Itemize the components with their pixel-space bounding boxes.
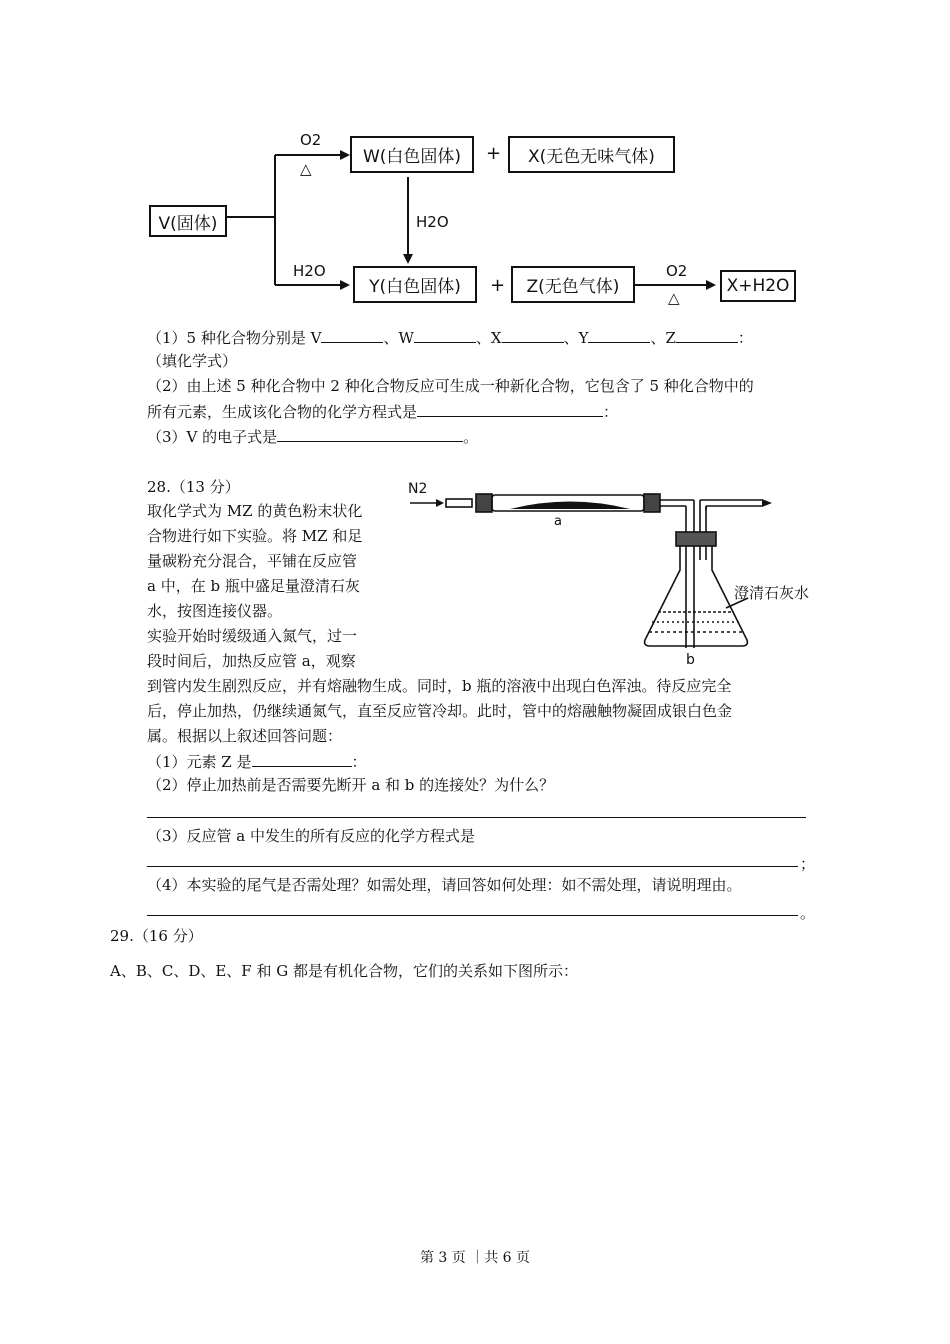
- z-box: Z(无色气体): [511, 266, 635, 303]
- q27-part1: （1）5 种化合物分别是 V 、W 、X 、Y 、Z ：: [147, 329, 753, 347]
- q28-text-1: 取化学式为 MZ 的黄色粉末状化: [147, 502, 363, 520]
- v-box: V(固体): [149, 205, 227, 237]
- tube-a-label: a: [554, 514, 562, 529]
- delta-label-top: △: [300, 160, 312, 178]
- q27-part2: （2）由上述 5 种化合物中 2 种化合物反应可生成一种新化合物，它包含了 5 种化合物中的: [147, 377, 754, 395]
- answer-line-part4[interactable]: [147, 915, 798, 916]
- o2-label-lower: O2: [666, 262, 688, 280]
- flow-arrows: [140, 125, 820, 310]
- q28-text-6: 实验开始时缓级通入氮气，过一: [147, 627, 358, 645]
- x-box: X(无色无味气体): [508, 136, 675, 173]
- answer-blank-z[interactable]: [676, 327, 738, 343]
- q28-text-4: a 中，在 b 瓶中盛足量澄清石灰: [147, 577, 360, 595]
- q28-header: 28.（13 分）: [147, 478, 240, 496]
- o2-label-top: O2: [300, 131, 322, 149]
- q28-part1: （1）元素 Z 是 ：: [147, 753, 367, 771]
- q28-text-9: 后，停止加热，仍继续通氮气，直至反应管冷却。此时，管中的熔融触物凝固成银白色金: [147, 702, 733, 720]
- h2o-label-vertical: H2O: [416, 213, 449, 231]
- y-box: Y(白色固体): [353, 266, 477, 303]
- delta-label-lower: △: [668, 289, 680, 307]
- q28-part4: （4）本实验的尾气是否需处理？如需处理，请回答如何处理：如不需处理，请说明理由。: [147, 876, 742, 894]
- n2-label: N2: [408, 481, 428, 497]
- answer-line-part3[interactable]: [147, 866, 798, 867]
- plus-sign-2: +: [490, 275, 506, 296]
- q29-header: 29.（16 分）: [110, 927, 203, 945]
- answer-blank-y[interactable]: [588, 327, 650, 343]
- flask-b-label: b: [686, 652, 695, 668]
- plus-sign-1: +: [486, 143, 502, 164]
- limewater-label: 澄清石灰水: [734, 584, 810, 602]
- q28-part3-end: ；: [800, 855, 816, 873]
- h2o-label-lower: H2O: [293, 262, 326, 280]
- answer-blank-x[interactable]: [502, 327, 564, 343]
- q28-part2: （2）停止加热前是否需要先断开 a 和 b 的连接处？为什么？: [147, 776, 555, 794]
- answer-blank-electron-formula[interactable]: [277, 426, 463, 442]
- answer-line-part2[interactable]: [147, 817, 806, 818]
- q28-part3: （3）反应管 a 中发生的所有反应的化学方程式是: [147, 827, 476, 845]
- q28-text-10: 属。根据以上叙述回答问题：: [147, 727, 343, 745]
- answer-blank-equation[interactable]: [417, 401, 603, 417]
- w-box: W(白色固体): [350, 136, 474, 173]
- q28-text-7: 段时间后，加热反应管 a，观察: [147, 652, 356, 670]
- q27-part3: （3）V 的电子式是 。: [147, 428, 479, 446]
- q28-text-5: 水，按图连接仪器。: [147, 602, 283, 620]
- q28-part4-end: 。: [800, 904, 816, 922]
- q27-part1-note: （填化学式）: [147, 352, 238, 370]
- apparatus-drawing: [400, 470, 830, 670]
- q28-text-8: 到管内发生剧烈反应，并有熔融物生成。同时，b 瓶的溶液中出现白色浑浊。待反应完全: [147, 677, 732, 695]
- final-product-box: X+H2O: [720, 270, 796, 302]
- answer-blank-v[interactable]: [321, 327, 383, 343]
- answer-blank-w[interactable]: [414, 327, 476, 343]
- q28-text-3: 量碳粉充分混合，平铺在反应管: [147, 552, 358, 570]
- q27-part2-cont: 所有元素，生成该化合物的化学方程式是 ：: [147, 403, 619, 421]
- q28-text-2: 合物进行如下实验。将 MZ 和足: [147, 527, 363, 545]
- answer-blank-element-z[interactable]: [252, 751, 352, 767]
- q29-intro: A、B、C、D、E、F 和 G 都是有机化合物，它们的关系如下图所示：: [110, 962, 579, 980]
- page-footer: 第 3 页 ｜共 6 页: [419, 1250, 531, 1266]
